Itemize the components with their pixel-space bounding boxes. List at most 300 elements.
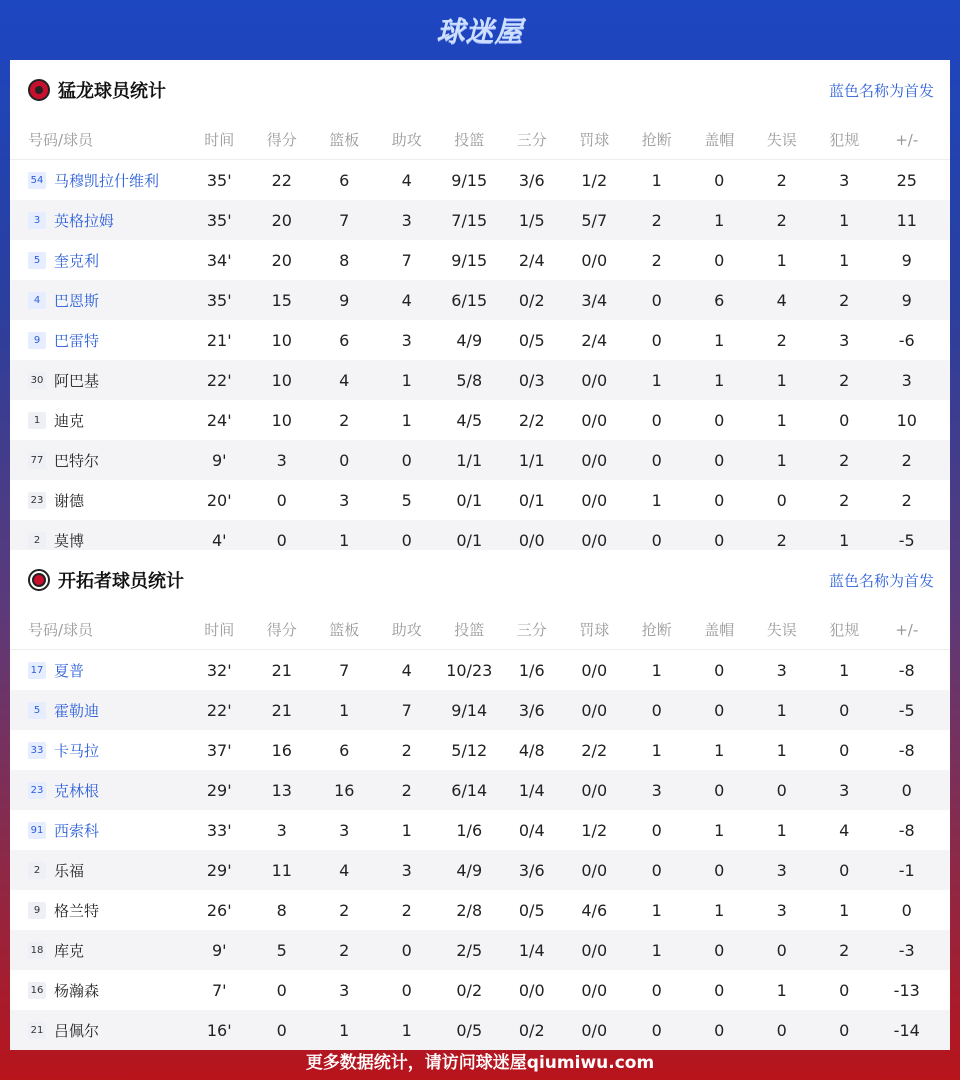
column-header: 助攻	[391, 621, 422, 639]
player-cell	[10, 330, 188, 351]
stat-cell: 4/5	[456, 410, 483, 430]
stat-cell: 0	[714, 980, 725, 1000]
player-row[interactable]	[10, 440, 950, 480]
column-header: 篮板	[329, 621, 360, 639]
column-header: 犯规	[829, 621, 860, 639]
stat-cell: 10	[271, 330, 292, 350]
player-cell	[10, 900, 188, 921]
player-cell	[10, 250, 188, 271]
stat-cell: 5	[401, 490, 412, 510]
stat-cell: 6	[339, 740, 350, 760]
player-name-link[interactable]: 马穆凯拉什维利	[54, 171, 160, 190]
stat-cell: 3	[339, 820, 350, 840]
jersey-number-badge: 5	[28, 252, 46, 269]
player-name-link[interactable]: 吕佩尔	[54, 1021, 100, 1040]
column-header: 得分	[266, 131, 297, 149]
jersey-number-badge: 9	[28, 902, 46, 919]
stat-cell: 16'	[206, 1020, 232, 1040]
stat-cell: 1	[714, 210, 725, 230]
stat-cell: 0/3	[518, 370, 545, 390]
stat-cell: 0/5	[456, 1020, 483, 1040]
stat-cell: 3/4	[581, 290, 608, 310]
player-cell	[10, 980, 188, 1001]
player-cell	[10, 210, 188, 231]
stat-cell: 16	[334, 780, 355, 800]
player-row[interactable]	[10, 970, 950, 1010]
stat-cell: 1	[714, 820, 725, 840]
stat-cell: 2	[839, 940, 850, 960]
stat-cell: 1	[401, 370, 412, 390]
player-cell	[10, 370, 188, 391]
stat-cell: 1	[651, 740, 662, 760]
player-row[interactable]	[10, 930, 950, 970]
stat-cell: 0/0	[581, 660, 608, 680]
player-cell	[10, 170, 188, 191]
stat-cell: 2	[839, 450, 850, 470]
stat-cell: 4	[401, 290, 412, 310]
stat-cell: 3	[401, 860, 412, 880]
player-cell	[10, 450, 188, 471]
blazers-logo-icon	[28, 569, 50, 591]
stat-cell: 20	[271, 250, 292, 270]
stat-cell: 0	[651, 330, 662, 350]
stat-cell: 1	[651, 660, 662, 680]
stat-cell: 1/4	[518, 780, 545, 800]
player-cell	[10, 490, 188, 511]
team-title: 开拓者球员统计	[58, 571, 184, 592]
starter-legend-note: 蓝色名称为首发	[828, 81, 934, 100]
stat-cell: 2	[776, 170, 787, 190]
jersey-number-badge: 4	[28, 292, 46, 309]
stat-cell: 35'	[206, 290, 232, 310]
stat-cell: 0/0	[581, 370, 608, 390]
player-row[interactable]	[10, 480, 950, 520]
jersey-number-badge: 21	[28, 1022, 46, 1039]
column-header: 失误	[766, 621, 797, 639]
stat-cell: 0	[651, 450, 662, 470]
stat-cell: 2	[401, 900, 412, 920]
stat-cell: 20	[271, 210, 292, 230]
column-header: 三分	[516, 621, 547, 639]
stat-cell: 7	[339, 210, 350, 230]
column-header: 犯规	[829, 131, 860, 149]
stat-cell: 1/1	[518, 450, 545, 470]
stat-cell: 2/2	[518, 410, 545, 430]
stat-cell: 0	[714, 410, 725, 430]
column-header: +/-	[895, 620, 919, 639]
player-name-link[interactable]: 乐福	[54, 861, 85, 880]
stat-cell: 2	[839, 490, 850, 510]
jersey-number-badge: 1	[28, 412, 46, 429]
stat-cell: 9/15	[451, 250, 488, 270]
stat-cell: 0	[714, 530, 725, 550]
player-name-link[interactable]: 谢德	[54, 491, 85, 510]
stat-cell: 9/15	[451, 170, 488, 190]
stat-cell: -13	[893, 980, 920, 1000]
stat-cell: 0/2	[518, 1020, 545, 1040]
team-panel-blazers	[10, 550, 950, 1040]
stat-cell: 0	[714, 780, 725, 800]
stat-cell: 7	[401, 250, 412, 270]
stat-cell: 0	[276, 530, 287, 550]
stat-cell: -5	[898, 530, 915, 550]
stat-cell: 5/7	[581, 210, 608, 230]
stat-cell: 8	[276, 900, 287, 920]
stat-cell: 4'	[211, 530, 227, 550]
stat-cell: 2	[339, 900, 350, 920]
stat-cell: 0	[776, 780, 787, 800]
stat-cell: 0/0	[581, 780, 608, 800]
stat-cell: 0/2	[518, 290, 545, 310]
stat-cell: 10	[271, 370, 292, 390]
stat-cell: 11	[896, 210, 917, 230]
stat-cell: 7	[339, 660, 350, 680]
jersey-number-badge: 2	[28, 862, 46, 879]
stat-cell: 29'	[206, 860, 232, 880]
player-row[interactable]	[10, 200, 950, 240]
stat-cell: 0	[276, 1020, 287, 1040]
stat-cell: -5	[898, 700, 915, 720]
stat-cell: 1	[776, 410, 787, 430]
stat-cell: 20'	[206, 490, 232, 510]
player-row[interactable]	[10, 690, 950, 730]
stat-cell: 9	[901, 290, 912, 310]
stat-cell: 1	[776, 370, 787, 390]
stat-cell: 0	[776, 1020, 787, 1040]
stat-cell: 3	[339, 490, 350, 510]
stat-cell: 1	[339, 530, 350, 550]
stat-cell: 0	[714, 940, 725, 960]
stat-cell: 8	[339, 250, 350, 270]
team-title-row	[10, 60, 950, 120]
stat-cell: -8	[898, 740, 915, 760]
stat-cell: 1	[339, 1020, 350, 1040]
stat-cell: -8	[898, 820, 915, 840]
player-name-link[interactable]: 莫博	[54, 531, 85, 550]
stat-cell: 3	[276, 820, 287, 840]
column-header: 号码/球员	[28, 621, 94, 639]
column-header: 盖帽	[704, 621, 735, 639]
stat-cell: 4	[339, 860, 350, 880]
stat-cell: 15	[271, 290, 292, 310]
stat-cell: 21'	[206, 330, 232, 350]
stat-cell: 3	[401, 210, 412, 230]
stat-cell: 0	[714, 660, 725, 680]
jersey-number-badge: 18	[28, 942, 46, 959]
stat-cell: 1	[776, 450, 787, 470]
stat-cell: 1	[401, 820, 412, 840]
stat-cell: 10/23	[446, 660, 493, 680]
stat-cell: 4	[339, 370, 350, 390]
stat-cell: 1	[839, 530, 850, 550]
stat-cell: 22	[271, 170, 292, 190]
stat-cell: 3	[776, 660, 787, 680]
stat-cell: 0	[839, 740, 850, 760]
stat-cell: 1	[651, 370, 662, 390]
stat-cell: 0	[276, 980, 287, 1000]
stat-cell: 2	[839, 370, 850, 390]
stat-cell: 2	[776, 210, 787, 230]
player-row[interactable]	[10, 360, 950, 400]
stat-cell: 6	[339, 330, 350, 350]
stat-cell: 2/4	[581, 330, 608, 350]
stat-cell: 1	[651, 940, 662, 960]
column-header: 号码/球员	[28, 131, 94, 149]
player-name-link[interactable]: 卡马拉	[54, 741, 100, 760]
player-name-link[interactable]: 克林根	[54, 781, 100, 800]
stat-cell: 1/6	[518, 660, 545, 680]
stat-cell: 1	[839, 660, 850, 680]
stat-cell: 1	[776, 820, 787, 840]
team-title-group	[28, 77, 166, 103]
stat-cell: 2	[901, 450, 912, 470]
player-cell	[10, 530, 188, 551]
stat-cell: 9/14	[451, 700, 488, 720]
stat-cell: 0	[776, 490, 787, 510]
stat-cell: 3	[776, 900, 787, 920]
column-header: 投篮	[454, 131, 485, 149]
player-name-link[interactable]: 阿巴基	[54, 371, 100, 390]
raptors-logo-icon	[28, 79, 50, 101]
team-title-row	[10, 550, 950, 610]
stat-cell: 5/12	[451, 740, 488, 760]
stat-cell: 0	[714, 170, 725, 190]
stat-cell: 10	[896, 410, 917, 430]
player-name-link[interactable]: 霍勒迪	[54, 701, 100, 720]
stat-cell: 9	[901, 250, 912, 270]
stat-cell: 1/5	[518, 210, 545, 230]
stat-cell: 26'	[206, 900, 232, 920]
stat-cell: 0	[651, 700, 662, 720]
stat-cell: 1	[714, 330, 725, 350]
stat-cell: 0	[839, 860, 850, 880]
player-name-link[interactable]: 巴恩斯	[54, 291, 100, 310]
stat-cell: 1	[714, 740, 725, 760]
player-row[interactable]	[10, 890, 950, 930]
stat-cell: 35'	[206, 210, 232, 230]
stat-cell: 4	[401, 660, 412, 680]
player-row[interactable]	[10, 810, 950, 850]
player-cell	[10, 780, 188, 801]
team-title: 猛龙球员统计	[58, 81, 166, 102]
stat-cell: 0/0	[581, 530, 608, 550]
column-header: 三分	[516, 131, 547, 149]
player-row[interactable]	[10, 280, 950, 320]
player-name-link[interactable]: 库克	[54, 941, 85, 960]
stat-cell: 0	[776, 940, 787, 960]
column-header: 罚球	[579, 621, 610, 639]
stat-cell: 0	[401, 450, 412, 470]
player-cell	[10, 820, 188, 841]
stat-cell: 0/0	[581, 450, 608, 470]
stat-cell: 0/2	[456, 980, 483, 1000]
player-name-link[interactable]: 巴特尔	[54, 451, 100, 470]
stat-cell: 1	[776, 980, 787, 1000]
stat-cell: 9'	[211, 940, 227, 960]
jersey-number-badge: 30	[28, 372, 46, 389]
site-logo[interactable]: 球迷屋	[436, 15, 524, 48]
stat-cell: 0	[276, 490, 287, 510]
stat-cell: 16	[271, 740, 292, 760]
jersey-number-badge: 5	[28, 702, 46, 719]
jersey-number-badge: 77	[28, 452, 46, 469]
player-row[interactable]	[10, 650, 950, 690]
stat-cell: 34'	[206, 250, 232, 270]
jersey-number-badge: 54	[28, 172, 46, 189]
stat-cell: 0/0	[581, 980, 608, 1000]
stat-cell: 1	[339, 700, 350, 720]
column-header: 失误	[766, 131, 797, 149]
stat-cell: 0	[651, 820, 662, 840]
player-name-link[interactable]: 西索科	[54, 821, 100, 840]
jersey-number-badge: 17	[28, 662, 46, 679]
player-row[interactable]	[10, 770, 950, 810]
stat-cell: 22'	[206, 700, 232, 720]
stat-cell: 0	[401, 940, 412, 960]
stat-cell: 1	[714, 370, 725, 390]
stat-cell: 1	[651, 170, 662, 190]
stat-cell: 0/0	[518, 980, 545, 1000]
stat-cell: 0	[714, 700, 725, 720]
player-row[interactable]	[10, 160, 950, 200]
stat-cell: 0	[839, 980, 850, 1000]
stat-cell: 0/0	[581, 490, 608, 510]
stat-cell: 3/6	[518, 860, 545, 880]
player-name-link[interactable]: 夏普	[54, 661, 85, 680]
stat-cell: 0	[714, 490, 725, 510]
stat-cell: 2	[839, 290, 850, 310]
player-row[interactable]	[10, 240, 950, 280]
app-header	[0, 0, 960, 60]
stat-cell: 1/4	[518, 940, 545, 960]
stat-cell: 2	[776, 530, 787, 550]
stat-cell: 2/5	[456, 940, 483, 960]
stat-cell: 0	[339, 450, 350, 470]
stat-cell: 1	[651, 490, 662, 510]
stat-cell: 0	[651, 980, 662, 1000]
stat-cell: -14	[893, 1020, 920, 1040]
player-name-link[interactable]: 奎克利	[54, 251, 100, 270]
player-cell	[10, 740, 188, 761]
stat-cell: 4	[839, 820, 850, 840]
stat-cell: 0/4	[518, 820, 545, 840]
stat-cell: 0/0	[518, 530, 545, 550]
stat-cell: 2	[401, 780, 412, 800]
stats-header-row	[10, 610, 950, 650]
column-header: 助攻	[391, 131, 422, 149]
player-row[interactable]	[10, 320, 950, 360]
player-row[interactable]	[10, 850, 950, 890]
stat-cell: 0	[651, 530, 662, 550]
player-name-link[interactable]: 迪克	[54, 411, 85, 430]
column-header: 投篮	[454, 621, 485, 639]
jersey-number-badge: 9	[28, 332, 46, 349]
stat-cell: 3/6	[518, 170, 545, 190]
stat-cell: 1/2	[581, 820, 608, 840]
stat-cell: 22'	[206, 370, 232, 390]
stat-cell: 0/1	[456, 490, 483, 510]
stat-cell: 0	[839, 410, 850, 430]
stat-cell: 2	[776, 330, 787, 350]
stat-cell: 1	[401, 1020, 412, 1040]
stat-cell: 0/5	[518, 900, 545, 920]
stat-cell: 5	[276, 940, 287, 960]
footer-banner[interactable]: 更多数据统计，请访问球迷屋qiumiwu.com	[305, 1052, 655, 1073]
stat-cell: 0	[714, 450, 725, 470]
player-name-link[interactable]: 格兰特	[54, 901, 100, 920]
column-header: 得分	[266, 621, 297, 639]
player-row[interactable]	[10, 400, 950, 440]
jersey-number-badge: 33	[28, 742, 46, 759]
player-cell	[10, 410, 188, 431]
player-cell	[10, 290, 188, 311]
starter-legend-note: 蓝色名称为首发	[828, 571, 934, 590]
column-header: +/-	[895, 130, 919, 149]
stat-cell: 7'	[211, 980, 227, 1000]
column-header: 抢断	[641, 131, 672, 149]
stat-cell: 1	[776, 700, 787, 720]
jersey-number-badge: 16	[28, 982, 46, 999]
jersey-number-badge: 2	[28, 532, 46, 549]
stat-cell: 24'	[206, 410, 232, 430]
stat-cell: 35'	[206, 170, 232, 190]
stat-cell: 1/1	[456, 450, 483, 470]
stat-cell: 21	[271, 660, 292, 680]
player-name-link[interactable]: 巴雷特	[54, 331, 100, 350]
stat-cell: 0	[901, 900, 912, 920]
stat-cell: 1/6	[456, 820, 483, 840]
stat-cell: 1	[776, 740, 787, 760]
stat-cell: 0/5	[518, 330, 545, 350]
stat-cell: 1/2	[581, 170, 608, 190]
jersey-number-badge: 23	[28, 492, 46, 509]
player-name-link[interactable]: 英格拉姆	[54, 211, 115, 230]
team-title-group	[28, 567, 184, 593]
stat-cell: 0/1	[456, 530, 483, 550]
stat-cell: 0	[651, 1020, 662, 1040]
stat-cell: 3	[839, 780, 850, 800]
stat-cell: -3	[898, 940, 915, 960]
stat-cell: 0	[651, 290, 662, 310]
jersey-number-badge: 3	[28, 212, 46, 229]
stat-cell: 21	[271, 700, 292, 720]
stat-cell: 2	[901, 490, 912, 510]
stat-cell: 3/6	[518, 700, 545, 720]
stat-cell: 13	[271, 780, 292, 800]
stat-cell: 1	[839, 900, 850, 920]
stat-cell: 0	[651, 410, 662, 430]
team-panel-raptors	[10, 60, 950, 550]
stat-cell: 2	[401, 740, 412, 760]
stat-cell: 3	[276, 450, 287, 470]
player-name-link[interactable]: 杨瀚森	[54, 981, 100, 1000]
stat-cell: 3	[776, 860, 787, 880]
stat-cell: 29'	[206, 780, 232, 800]
stat-cell: 33'	[206, 820, 232, 840]
stat-cell: 3	[901, 370, 912, 390]
column-header: 时间	[204, 131, 235, 149]
column-header: 盖帽	[704, 131, 735, 149]
stat-cell: 1	[839, 210, 850, 230]
stat-cell: 4/8	[518, 740, 545, 760]
stat-cell: 4	[401, 170, 412, 190]
stat-cell: 9'	[211, 450, 227, 470]
stat-cell: 0/0	[581, 860, 608, 880]
stat-cell: 6	[714, 290, 725, 310]
player-row[interactable]	[10, 730, 950, 770]
stat-cell: 2	[651, 210, 662, 230]
stat-cell: 0	[714, 250, 725, 270]
